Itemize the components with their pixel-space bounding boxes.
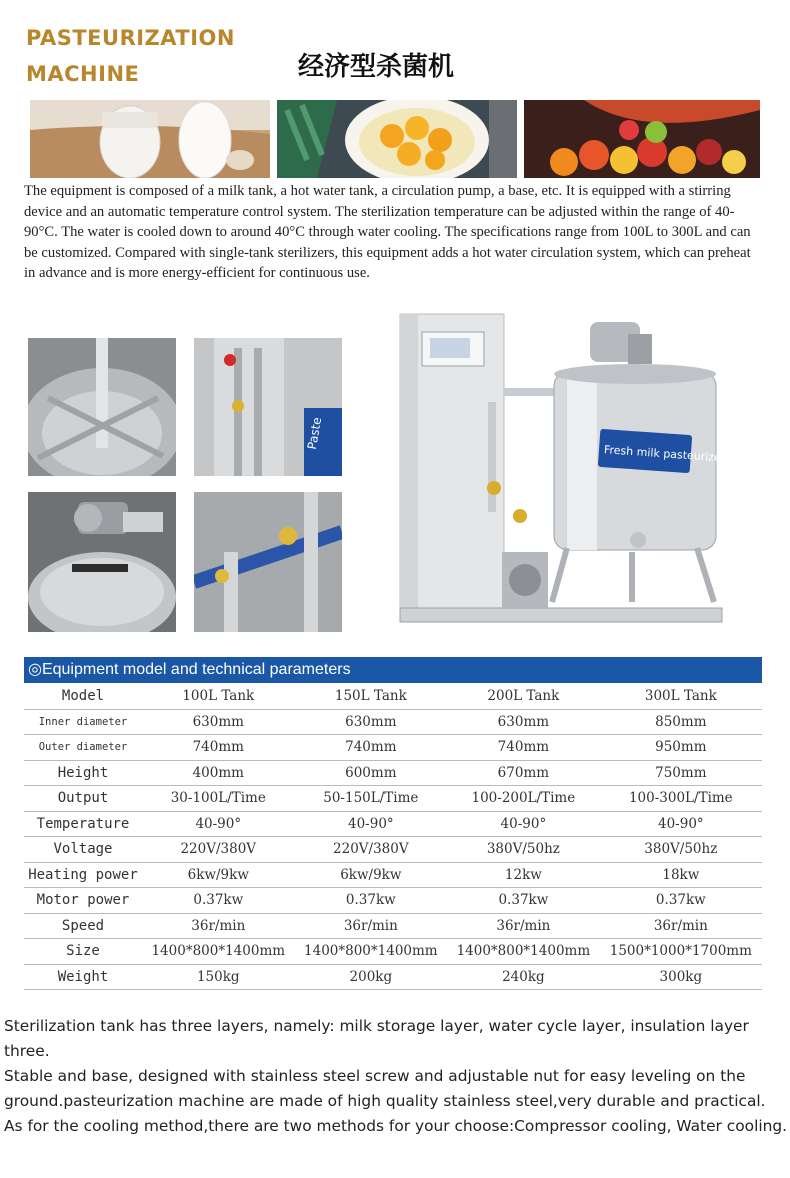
intro-text [24,181,764,284]
table-row [24,735,762,761]
footer-text [4,1014,788,1139]
cell-value: 40-90° [295,811,448,837]
table-row [24,684,762,709]
row-label: Temperature [24,811,142,837]
cell-value: 100L Tank [142,684,295,709]
cell-value: 36r/min [142,913,295,939]
cell-value: 740mm [295,735,448,761]
cell-value: 36r/min [295,913,448,939]
cell-value: 750mm [600,760,762,786]
table-row [24,888,762,914]
row-label: Weight [24,964,142,990]
table-heading: ◎Equipment model and technical parameters [24,657,762,683]
eggs-photo [277,100,517,178]
cell-value: 300kg [600,964,762,990]
cell-value: 6kw/9kw [295,862,448,888]
row-label: Model [24,684,142,709]
cell-value: 0.37kw [295,888,448,914]
cell-value: 18kw [600,862,762,888]
cell-value: 100-200L/Time [447,786,600,812]
table-row [24,939,762,965]
valve-photo [194,492,342,632]
title-en-line2: MACHINE [26,62,140,86]
cell-value: 150kg [142,964,295,990]
table-row [24,837,762,863]
tank-interior-photo [28,338,176,476]
cell-value: 30-100L/Time [142,786,295,812]
footer-paragraph-1: Sterilization tank has three layers, namely: milk storage layer, water cycle layer, insulation layer three. [4,1017,749,1060]
cell-value: 1500*1000*1700mm [600,939,762,965]
table-row [24,709,762,735]
pasteurizer-machine-photo [392,312,732,648]
table-row [24,811,762,837]
row-label: Voltage [24,837,142,863]
row-label: Inner diameter [24,709,142,735]
table-row [24,862,762,888]
cell-value: 220V/380V [142,837,295,863]
table-row [24,913,762,939]
intro-paragraph: The equipment is composed of a milk tank, a hot water tank, a circulation pump, a base, etc. It is equipped with a stirring device and an automatic temperature control system. The sterilization temperature can be adjusted within the range of 40-90°C. The water is cooled down to around 40°C through water cooling. The specifications range from 100L to 300L and can be customized. Compared with single-tank sterilizers, this equipment adds a hot water circulation system, which can preheat in advance and is more energy-efficient for continuous use. [24,183,751,282]
cell-value: 630mm [142,709,295,735]
table-row [24,964,762,990]
motor-lid-photo [28,492,176,632]
cell-value: 380V/50hz [600,837,762,863]
cell-value: 300L Tank [600,684,762,709]
cell-value: 950mm [600,735,762,761]
cell-value: 1400*800*1400mm [295,939,448,965]
cell-value: 36r/min [447,913,600,939]
title-en-line1: PASTEURIZATION [26,26,235,50]
cell-value: 200L Tank [447,684,600,709]
cell-value: 630mm [295,709,448,735]
footer-paragraph-3: As for the cooling method,there are two methods for your choose:Compressor cooling, Water cooling. [4,1117,788,1135]
row-label: Outer diameter [24,735,142,761]
table-row [24,786,762,812]
cell-value: 630mm [447,709,600,735]
cell-value: 6kw/9kw [142,862,295,888]
cell-value: 36r/min [600,913,762,939]
cell-value: 670mm [447,760,600,786]
cell-value: 740mm [447,735,600,761]
cell-value: 1400*800*1400mm [447,939,600,965]
cell-value: 50-150L/Time [295,786,448,812]
table-row [24,760,762,786]
title-cn: 经济型杀菌机 [298,52,455,82]
parameters-table [24,684,762,990]
cell-value: 0.37kw [600,888,762,914]
row-label: Speed [24,913,142,939]
tank-label: Fresh milk pasteurizer [603,443,726,465]
cell-value: 1400*800*1400mm [142,939,295,965]
fruit-photo [524,100,760,178]
cell-value: 850mm [600,709,762,735]
row-label: Size [24,939,142,965]
cell-value: 200kg [295,964,448,990]
row-label: Heating power [24,862,142,888]
cell-value: 740mm [142,735,295,761]
cell-value: 40-90° [600,811,762,837]
cell-value: 380V/50hz [447,837,600,863]
cell-value: 40-90° [447,811,600,837]
cell-value: 150L Tank [295,684,448,709]
pipework-photo [194,338,342,476]
cell-value: 400mm [142,760,295,786]
cell-value: 600mm [295,760,448,786]
row-label: Height [24,760,142,786]
cell-value: 40-90° [142,811,295,837]
title-en [26,20,235,92]
cell-value: 0.37kw [447,888,600,914]
cell-value: 220V/380V [295,837,448,863]
milk-photo [30,100,270,178]
cell-value: 0.37kw [142,888,295,914]
cell-value: 240kg [447,964,600,990]
row-label: Motor power [24,888,142,914]
side-label: Paste [304,416,325,451]
cell-value: 100-300L/Time [600,786,762,812]
row-label: Output [24,786,142,812]
footer-paragraph-2: Stable and base, designed with stainless steel screw and adjustable nut for easy leveling on the ground.pasteurization machine are made of high quality stainless steel,very durable and practical. [4,1067,766,1110]
cell-value: 12kw [447,862,600,888]
